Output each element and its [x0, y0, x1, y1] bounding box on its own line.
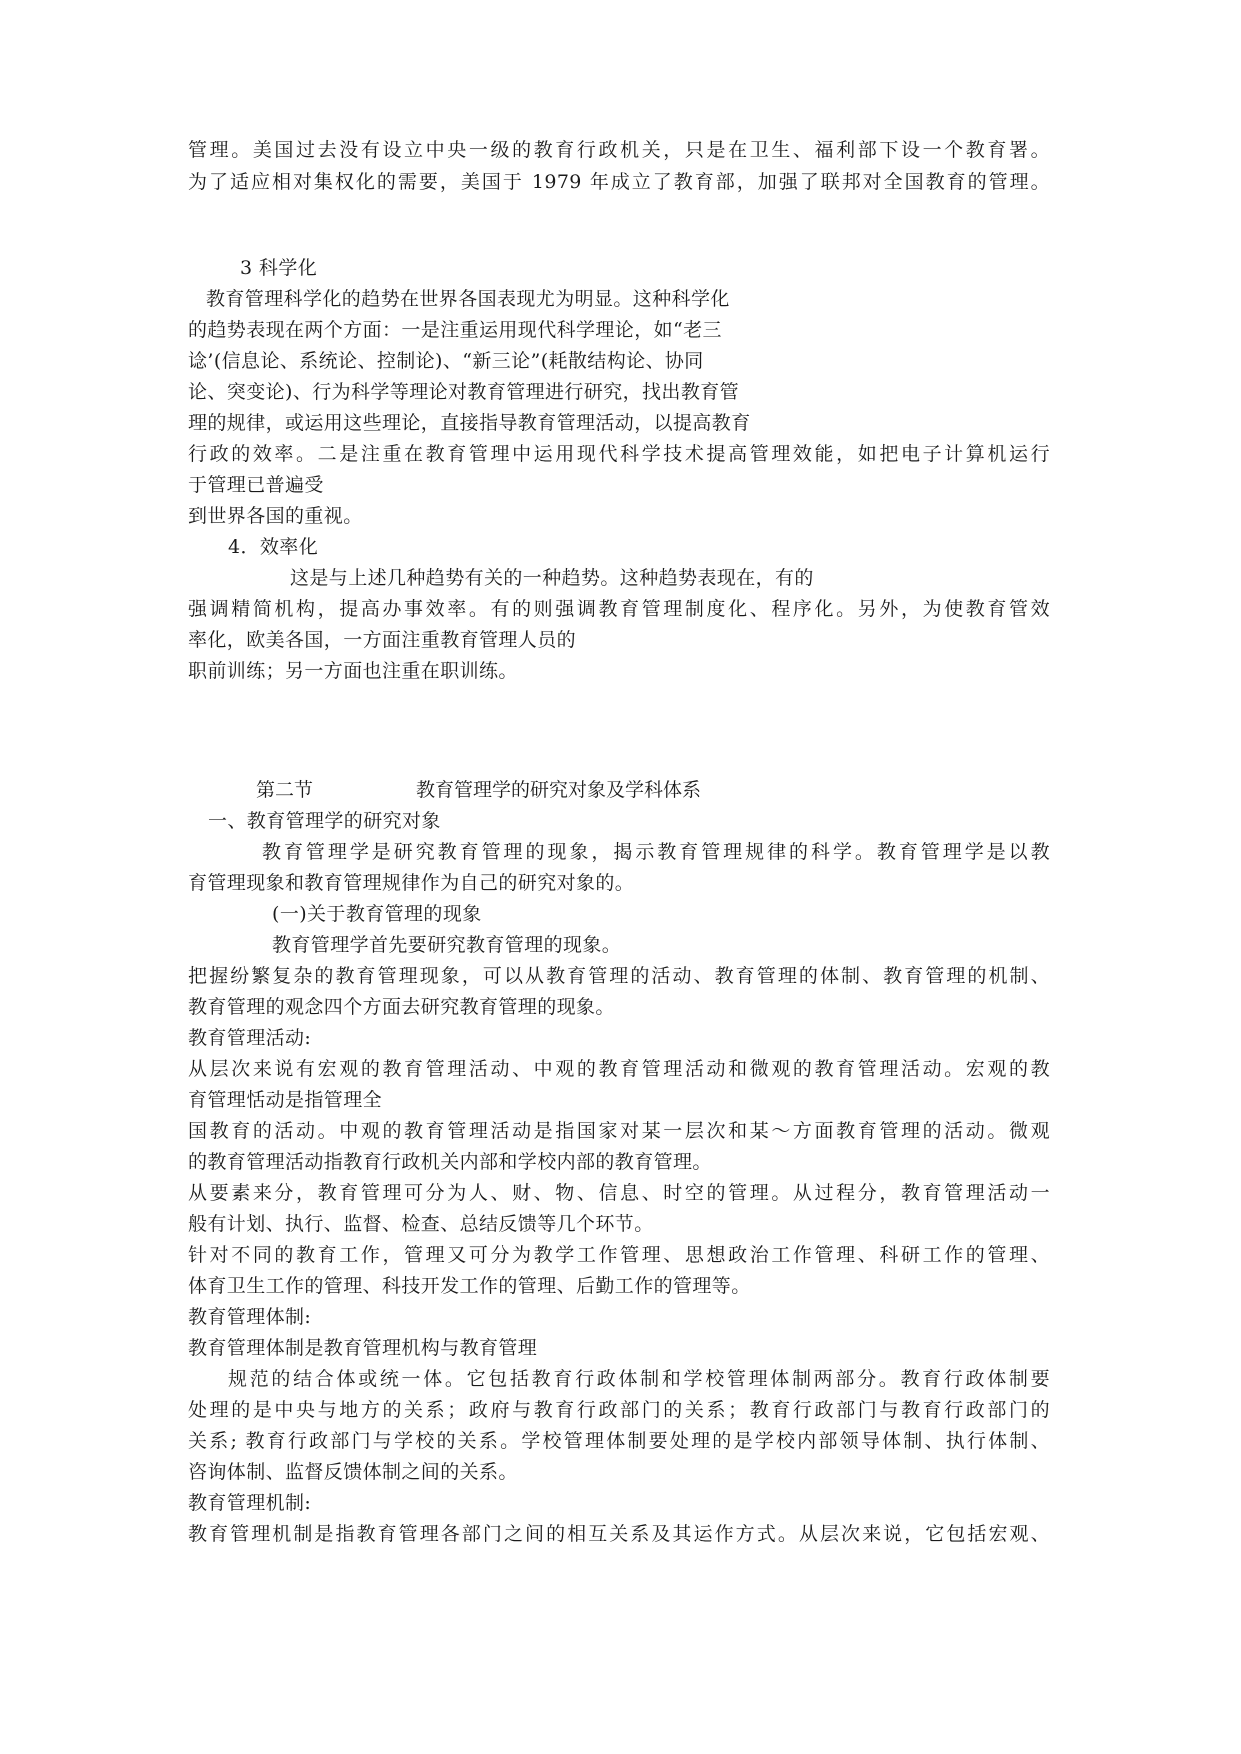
text-line: 关系; 教育行政部门与学校的关系。学校管理体制要处理的是学校内部领导体制、执行体制、: [188, 1430, 1050, 1452]
text-line: 理的规律，或运用这些理论，直接指导教育管理活动，以提高教育: [188, 412, 751, 434]
text-line: 把握纷繁复杂的教育管理现象，可以从教育管理的活动、教育管理的体制、教育管理的机制、: [188, 965, 1050, 987]
text-line: 教育管理体制:: [188, 1306, 312, 1328]
subsection-heading: 3 科学化: [240, 257, 318, 279]
text-line: 到世界各国的重视。: [188, 505, 363, 527]
subsection-heading: 4．效率化: [228, 536, 319, 558]
section-number: 第二节: [256, 779, 314, 801]
text-line: 教育管理的观念四个方面去研究教育管理的现象。: [188, 996, 615, 1018]
text-line: 体育卫生工作的管理、科技开发工作的管理、后勤工作的管理等。: [188, 1275, 751, 1297]
text-line: 职前训练；另一方面也注重在职训练。: [188, 660, 518, 682]
text-line: 为了适应相对集权化的需要，美国于 1979 年成立了教育部，加强了联邦对全国教育的管理。: [188, 171, 1050, 193]
text-line: 教育管理体制是教育管理机构与教育管理: [188, 1337, 538, 1359]
text-line: 从层次来说有宏观的教育管理活动、中观的教育管理活动和微观的教育管理活动。宏观的教: [188, 1058, 1050, 1080]
text-line: 管理。美国过去没有设立中央一级的教育行政机关，只是在卫生、福利部下设一个教育署。: [188, 139, 1050, 161]
subsection-heading: 一、教育管理学的研究对象: [208, 810, 441, 832]
text-line: 咨询体制、监督反馈体制之间的关系。: [188, 1461, 518, 1483]
text-line: 行政的效率。二是注重在教育管理中运用现代科学技术提高管理效能，如把电子计算机运行: [188, 443, 1050, 465]
text-line: 教育管理机制是指教育管理各部门之间的相互关系及其运作方式。从层次来说，它包括宏观、: [188, 1523, 1050, 1545]
text-line: 处理的是中央与地方的关系；政府与教育行政部门的关系；教育行政部门与教育行政部门的: [188, 1399, 1050, 1421]
text-line: 谂’(信息论、系统论、控制论)、“新三论”(耗散结构论、协同: [188, 350, 704, 372]
text-line: 教育管理活动:: [188, 1027, 312, 1049]
text-line: 强调精简机构，提高办事效率。有的则强调教育管理制度化、程序化。另外，为使教育管效: [188, 598, 1050, 620]
text-line: 这是与上述几种趋势有关的一种趋势。这种趋势表现在，有的: [290, 567, 814, 589]
text-line: 般有计划、执行、监督、检查、总结反馈等几个环节。: [188, 1213, 654, 1235]
text-line: 教育管理机制:: [188, 1492, 312, 1514]
text-line: 于管理已普遍受: [188, 474, 324, 496]
text-line: 从要素来分，教育管理可分为人、财、物、信息、时空的管理。从过程分，教育管理活动一: [188, 1182, 1050, 1204]
text-line: 论、突变论)、行为科学等理论对教育管理进行研究，找出教育管: [188, 381, 740, 403]
subsection-heading: (一)关于教育管理的现象: [272, 903, 482, 925]
text-line: 教育管理科学化的趋势在世界各国表现尤为明显。这种科学化: [206, 288, 730, 310]
text-line: 针对不同的教育工作，管理又可分为教学工作管理、思想政治工作管理、科研工作的管理、: [188, 1244, 1050, 1266]
text-line: 规范的结合体或统一体。它包括教育行政体制和学校管理体制两部分。教育行政体制要: [228, 1368, 1050, 1390]
text-line: 育管理恬动是指管理全: [188, 1089, 383, 1111]
text-line: 的教育管理活动指教育行政机关内部和学校内部的教育管理。: [188, 1151, 712, 1173]
text-line: 教育管理学是研究教育管理的现象，揭示教育管理规律的科学。教育管理学是以教: [262, 841, 1050, 863]
text-line: 教育管理学首先要研究教育管理的现象。: [272, 934, 622, 956]
text-line: 国教育的活动。中观的教育管理活动是指国家对某一层次和某～方面教育管理的活动。微观: [188, 1120, 1050, 1142]
text-line: 的趋势表现在两个方面：一是注重运用现代科学理论，如“老三: [188, 319, 722, 341]
text-line: 育管理现象和教育管理规律作为自己的研究对象的。: [188, 872, 635, 894]
section-title: 教育管理学的研究对象及学科体系: [416, 779, 702, 801]
text-line: 率化，欧美各国，一方面注重教育管理人员的: [188, 629, 577, 651]
